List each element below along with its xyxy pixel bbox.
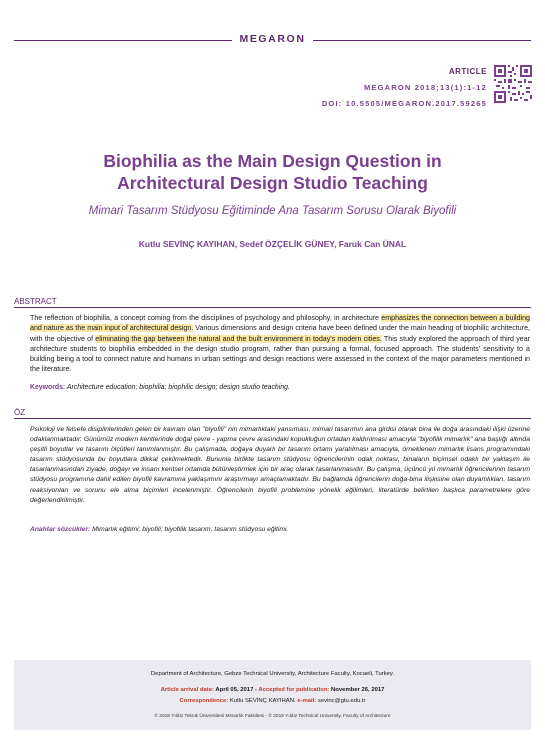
- correspondence-name: Kutlu SEVİNÇ KAYIHAN.: [228, 698, 298, 704]
- header-rule-left: [14, 40, 232, 41]
- abstract-text-1: The reflection of biophilia, a concept coming from the disciplines of psychology and philosophy, in architecture: [30, 314, 382, 322]
- oz-keywords-label: Anahtar sözcükler:: [30, 526, 91, 533]
- arrival-label: Article arrival date:: [160, 687, 214, 693]
- oz-keywords: [30, 526, 530, 533]
- article-type: ARTICLE: [448, 67, 487, 76]
- email-label: e-mail:: [297, 698, 317, 704]
- oz-body: Psikoloji ve felsefe disiplinlerinden gelen bir kavram olan "biyofili" nin mimarlıktaki yansıması, mimari tasarımın ana girdisi olarak bina ile doğa arasındaki ilişki üzerine odaklanmaktadır. Günümüz modern kentlerinde doğal çevre - yapma çevre arasındaki kopukluğun ortadan kaldırılması amacıyla "biyofilik mimarlık" ana başlığı altında çeşitli boyutlar ve tasarım ölçütleri tanımlanmıştır. Bu çalışmada, doğaya duyarlı bir tasarım ortamı yaratılması amacıyla, örneklenen mimarlık lisans programındaki tasarım stüdyosunda bu boyutlara dikkat çekilmektedir. Bununla birlikte tasarım stüdyosu öğrencilerinin odak noktası, binaların biçimsel odaklı bir yaklaşım ile tasarlanmasından ziyade, doğayı ve insanı kentsel ortamda bütünleştirmek için bir araç olarak tasarlanmasıdır. Bu çalışma, üçüncü yıl mimarlık öğrencilerinin tasarım stüdyosu programına dahil edilen biyofili kavramına yaklaşımını araştırmayı amaçlamaktadır. Bu bağlamda öğrencilerin doğa-bina ilişkisine olan duyarlılıkları, tasarım reaksiyonları ve sorunu ele alma biçimleri incelenmiştir. Öğrencilerin biyofili problemine yönelik eğilimleri, literatürde belirtilen başlıca parametrelere göre değerlendirilmiştir.: [30, 426, 530, 504]
- email-link[interactable]: sevinc@gtu.edu.tr: [316, 698, 366, 704]
- author-list: Kutlu SEVİNÇ KAYIHAN, Sedef ÖZÇELİK GÜNEY, Faruk Can ÜNAL: [138, 239, 407, 249]
- copyright: © 2018 Yıldız Teknik Üniversitesi Mimarlık Fakültesi - © 2018 Yıldız Technical University, Faculty of Architecture: [154, 714, 391, 719]
- qr-code-icon: [493, 64, 533, 104]
- article-title: [40, 150, 505, 194]
- keywords-label: Keywords:: [30, 384, 66, 391]
- abstract-text-2: Various dimensions and design criteria have been defined under the main heading of biophilic architecture, with the objective of: [30, 324, 530, 343]
- correspondence-label: Correspondence:: [179, 698, 229, 704]
- journal-logo: MEGARON: [239, 33, 306, 45]
- abstract-highlight-1: emphasizes the connection between a building and nature as the main input of architectural design.: [30, 314, 531, 333]
- header-rule-right: [313, 40, 531, 41]
- title-line-1: Biophilia as the Main Design Question in: [103, 151, 442, 171]
- journal-header: [0, 33, 545, 47]
- footer-box: [14, 660, 531, 730]
- keywords-text: Architecture education; biophilia; biophilic design; design studio teaching.: [66, 384, 290, 391]
- acceptance-date: November 26, 2017: [329, 687, 385, 693]
- correspondence: [14, 698, 531, 704]
- doi-link[interactable]: DOI: 10.5505/MEGARON.2017.59265: [321, 99, 487, 108]
- title-line-2: Architectural Design Studio Teaching: [117, 173, 428, 193]
- article-dates: [14, 687, 531, 693]
- oz-heading: ÖZ: [14, 408, 26, 417]
- arrival-date: April 05, 2017 -: [213, 687, 259, 693]
- citation: MEGARON 2018;13(1):1-12: [363, 83, 487, 92]
- oz-keywords-text: Mimarlık eğitimi; biyofili; biyofilik tasarım; tasarım stüdyosu eğitimi.: [92, 526, 289, 533]
- oz-rule: [14, 418, 531, 419]
- abstract-heading: ABSTRACT: [14, 297, 57, 306]
- affiliation: Department of Architecture, Gebze Technical University, Architecture Faculty, Kocaeli, Turkey.: [150, 671, 395, 677]
- abstract-keywords: [30, 384, 530, 391]
- acceptance-label: Accepted for publication:: [258, 687, 330, 693]
- abstract-rule: [14, 307, 531, 308]
- abstract-text-3: This study explored the approach of third year architecture students to biophilia embedded in the design studio program, rather than pursuing a formal, focused approach. The students' sensitivity to a building being a tool to connect nature and humans in urban settings and design reactions were assessed in the context of the major parameters mentioned in the literature.: [30, 334, 531, 374]
- abstract-highlight-2: eliminating the gap between the natural and the built environment in today's modern cities.: [95, 334, 382, 343]
- article-subtitle: Mimari Tasarım Stüdyosu Eğitiminde Ana Tasarım Sorusu Olarak Biyofili: [88, 205, 457, 217]
- abstract-body: [30, 313, 530, 375]
